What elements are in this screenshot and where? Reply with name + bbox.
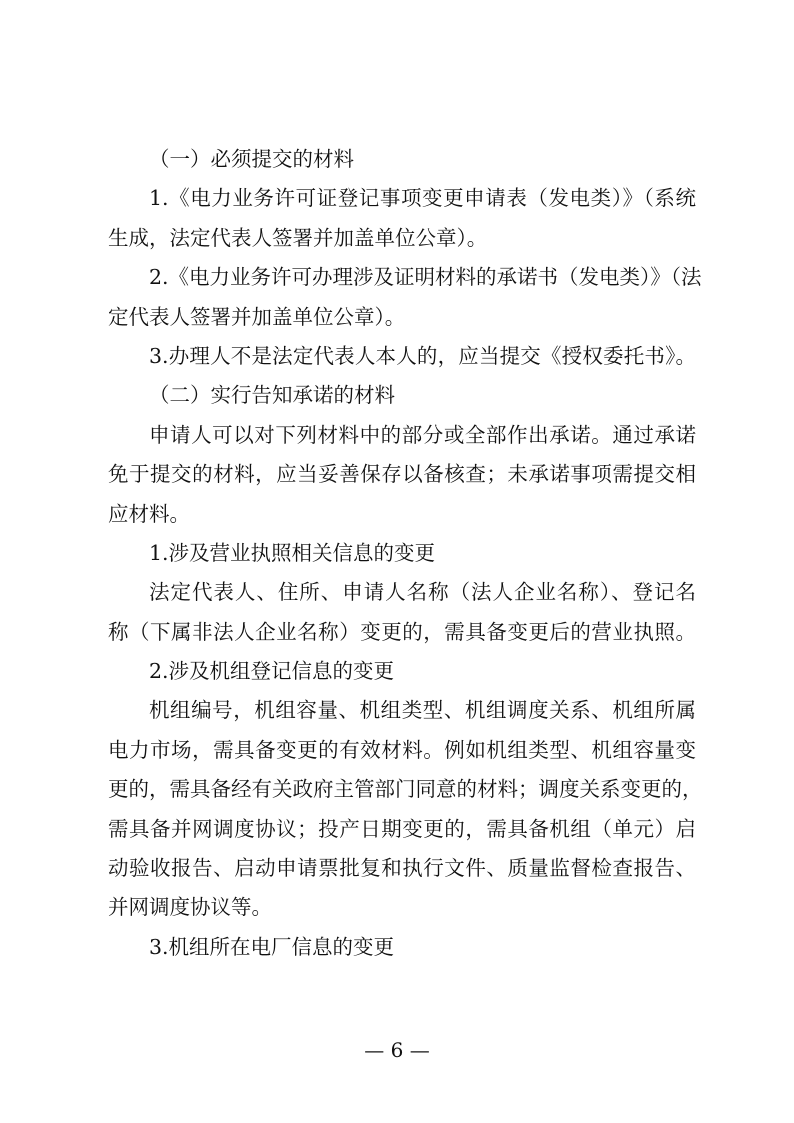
text-line: 定代表人签署并加盖单位公章）。 (108, 304, 406, 329)
text-line: 1.涉及营业执照相关信息的变更 (149, 540, 436, 565)
text-line: 2.涉及机组登记信息的变更 (149, 659, 395, 684)
text-line: 动验收报告、启动申请票批复和执行文件、质量监督检查报告、 (108, 856, 696, 881)
text-line: 机组编号，机组容量、机组类型、机组调度关系、机组所属 (149, 698, 696, 723)
text-line: 应材料。 (108, 501, 190, 526)
text-line: 更的，需具备经有关政府主管部门同意的材料；调度关系变更的， (108, 777, 703, 802)
text-line: 称（下属非法人企业名称）变更的，需具备变更后的营业执照。 (108, 619, 696, 644)
text-line: 免于提交的材料，应当妥善保存以备核查；未承诺事项需提交相 (108, 462, 696, 487)
text-line: 法定代表人、住所、申请人名称（法人企业名称）、登记名 (149, 580, 696, 605)
page-number: — 6 — (364, 1038, 430, 1062)
text-line: 需具备并网调度协议；投产日期变更的，需具备机组（单元）启 (108, 816, 696, 841)
text-line: 电力市场，需具备变更的有效材料。例如机组类型、机组容量变 (108, 737, 696, 762)
text-line: 3.机组所在电厂信息的变更 (149, 934, 395, 959)
text-line: 申请人可以对下列材料中的部分或全部作出承诺。通过承诺 (149, 422, 696, 447)
document-body (108, 140, 703, 967)
text-line: 2.《电力业务许可办理涉及证明材料的承诺书（发电类）》（法 (149, 265, 702, 290)
text-line: 生成，法定代表人签署并加盖单位公章）。 (108, 225, 488, 250)
text-line: （二）实行告知承诺的材料 (149, 383, 395, 408)
text-line: 1.《电力业务许可证登记事项变更申请表（发电类）》（系统 (149, 186, 696, 211)
text-line: （一）必须提交的材料 (149, 147, 354, 171)
text-line: 并网调度协议等。 (108, 895, 272, 920)
text-line: 3.办理人不是法定代表人本人的，应当提交《授权委托书》。 (149, 343, 696, 368)
